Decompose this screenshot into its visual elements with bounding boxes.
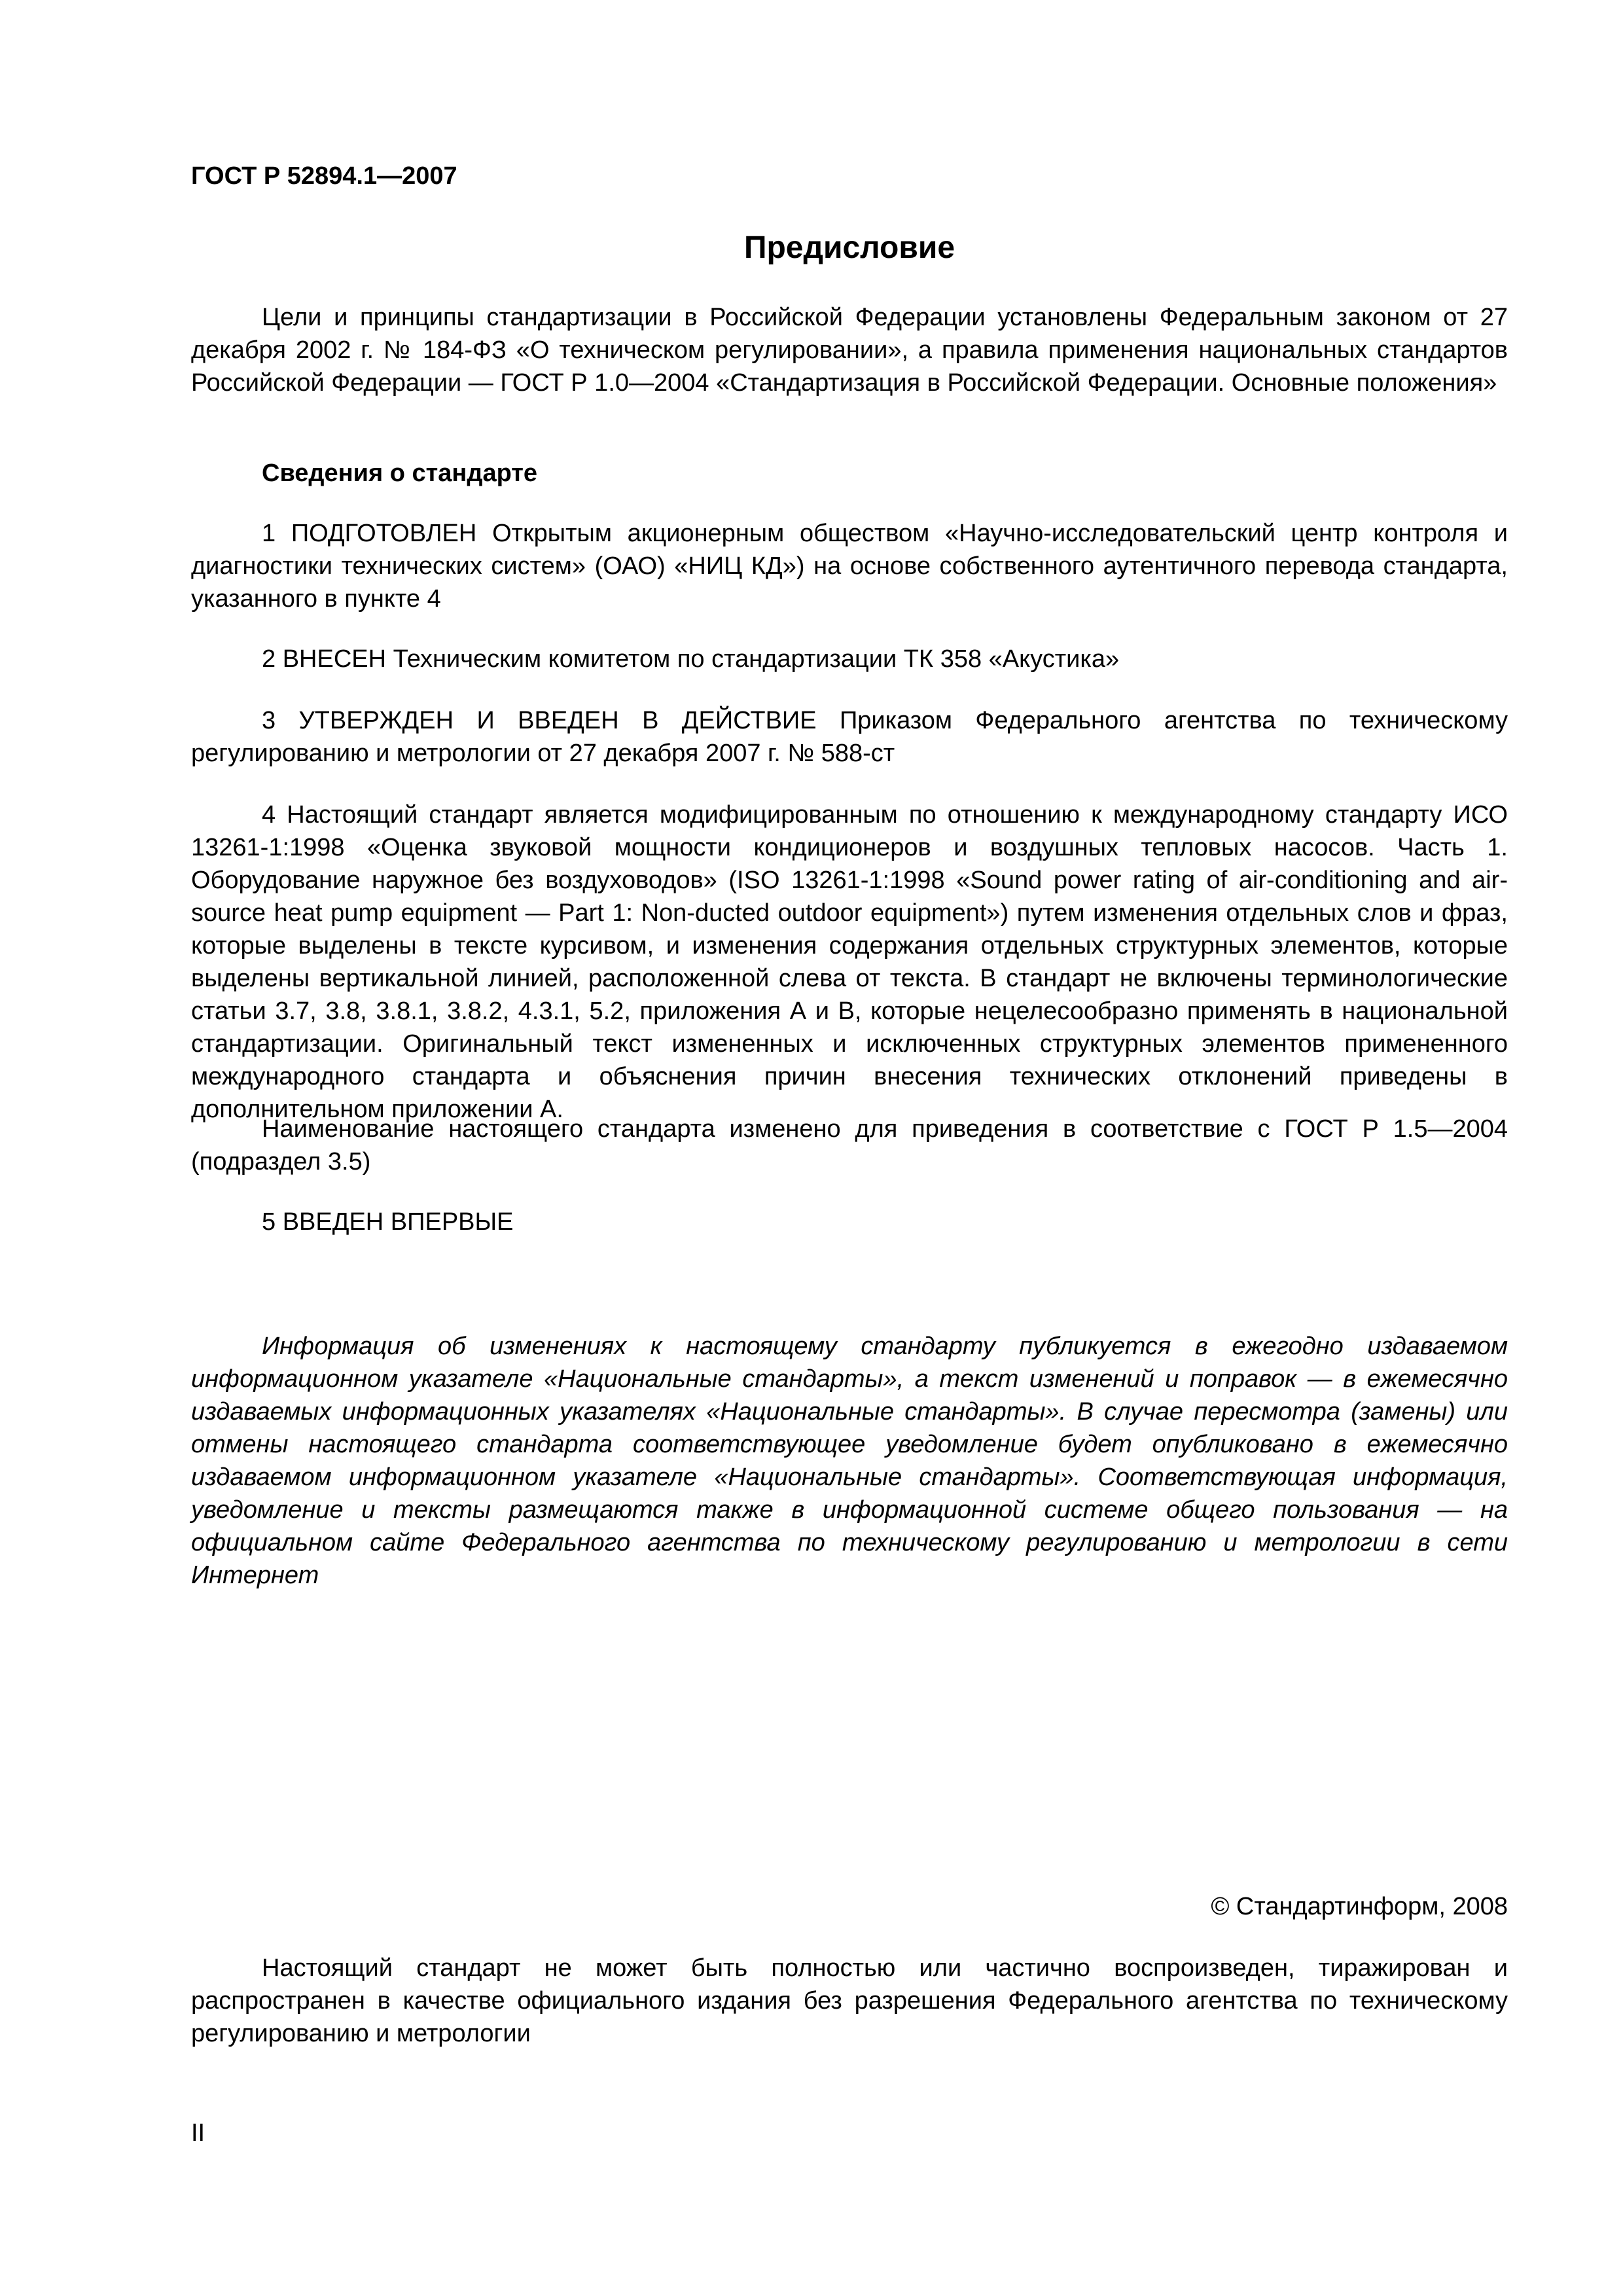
- item-4-title-change: Наименование настоящего стандарта изменено для приведения в соответствие с ГОСТ Р 1.5—2004 (подраздел 3.5): [191, 1115, 1508, 1175]
- reproduction-notice: Настоящий стандарт не может быть полностью или частично воспроизведен, тиражирован и распространен в качестве официального издания без разрешения Федерального агентства по техническому регулированию и метрологии: [191, 1954, 1508, 2047]
- item-4-modification: 4 Настоящий стандарт является модифицированным по отношению к международному стандарту ИСО 13261-1:1998 «Оценка звуковой мощности кондиционеров и воздушных тепловых насосов. Часть 1. Оборудование наружное без воздуховодов» (ISO 13261-1:1998 «Sound power rating of air-conditioning and air-source heat pump equipment — Part 1: Non-ducted outdoor equipment») путем изменения отдельных слов и фраз, которые выделены в тексте курсивом, и изменения содержания отдельных структурных элементов, которые выделены вертикальной линией, расположенной слева от текста. В стандарт не включены терминологические статьи 3.7, 3.8, 3.8.1, 3.8.2, 4.3.1, 5.2, приложения А и В, которые нецелесообразно применять в национальной стандартизации. Оригинальный текст измененных и исключенных структурных элементов примененного международного стандарта и объяснения причин внесения технических отклонений приведены в дополнительном приложении А.: [191, 801, 1508, 1123]
- section-heading: Сведения о стандарте: [262, 459, 538, 487]
- item-5-first-introduced: 5 ВВЕДЕН ВПЕРВЫЕ: [262, 1208, 514, 1236]
- item-3-approved: 3 УТВЕРЖДЕН И ВВЕДЕН В ДЕЙСТВИЕ Приказом Федерального агентства по техническому регулированию и метрологии от 27 декабря 2007 г. № 588-ст: [191, 707, 1508, 767]
- copyright-line: © Стандартинформ, 2008: [1211, 1893, 1508, 1920]
- changes-information-notice: Информация об изменениях к настоящему стандарту публикуется в ежегодно издаваемом информационном указателе «Национальные стандарты», а текст изменений и поправок — в ежемесячно издаваемых информационных указателях «Национальные стандарты». В случае пересмотра (замены) или отмены настоящего стандарта соответствующее уведомление будет опубликовано в ежемесячно издаваемом информационном указателе «Национальные стандарты». Соответствующая информация, уведомление и тексты размещаются также в информационной системе общего пользования — на официальном сайте Федерального агентства по техническому регулированию и метрологии в сети Интернет: [191, 1333, 1508, 1589]
- page-number: II: [191, 2119, 205, 2147]
- page-title: Предисловие: [743, 230, 955, 265]
- intro-paragraph: Цели и принципы стандартизации в Российской Федерации установлены Федеральным законом от 27 декабря 2002 г. № 184-ФЗ «О техническом регулировании», а правила применения национальных стандартов Российской Федерации — ГОСТ Р 1.0—2004 «Стандартизация в Российской Федерации. Основные положения»: [191, 304, 1508, 397]
- document-code-header: ГОСТ Р 52894.1—2007: [191, 162, 457, 190]
- item-1-prepared: 1 ПОДГОТОВЛЕН Открытым акционерным обществом «Научно-исследовательский центр контроля и диагностики технических систем» (ОАО) «НИЦ КД») на основе собственного аутентичного перевода стандарта, указанного в пункте 4: [191, 520, 1508, 613]
- item-2-submitted: 2 ВНЕСЕН Техническим комитетом по стандартизации ТК 358 «Акустика»: [262, 645, 1120, 673]
